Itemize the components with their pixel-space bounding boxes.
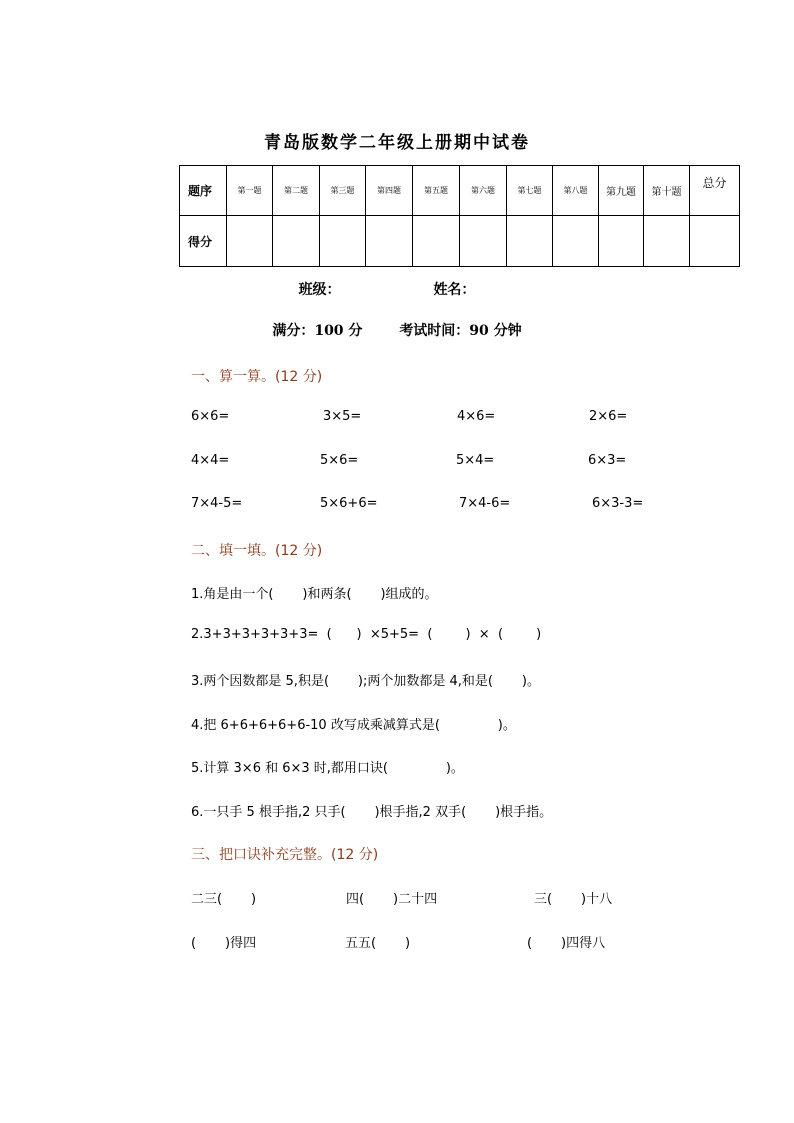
column-header: 第一题 xyxy=(227,166,273,216)
section-1-heading: 一、算一算。(12 分) xyxy=(191,369,323,385)
column-header: 第四题 xyxy=(366,166,413,216)
page-title: 青岛版数学二年级上册期中试卷 xyxy=(264,133,530,153)
class-label: 班级： xyxy=(298,282,341,298)
calc-item: 7×4-6= xyxy=(459,496,511,511)
column-header: 第八题 xyxy=(553,166,599,216)
calc-item: 2×6= xyxy=(589,409,628,424)
exam-time: 考试时间：90 分钟 xyxy=(399,323,522,339)
fill-item: 5.计算 3×6 和 6×3 时,都用口诀( )。 xyxy=(191,761,464,776)
score-cell-total[interactable] xyxy=(690,216,740,267)
fill-item: 3.两个因数都是 5,积是( );两个加数都是 4,和是( )。 xyxy=(191,674,540,689)
score-table xyxy=(179,165,740,267)
full-score: 满分：100 分 xyxy=(272,323,363,339)
score-cell[interactable] xyxy=(507,216,553,267)
name-label: 姓名： xyxy=(433,282,476,298)
score-cell[interactable] xyxy=(273,216,320,267)
calc-item: 6×6= xyxy=(191,409,230,424)
column-header: 第七题 xyxy=(507,166,553,216)
row-label-question-number: 题序 xyxy=(180,166,227,216)
score-cell[interactable] xyxy=(227,216,273,267)
column-header: 第九题 xyxy=(599,166,644,216)
calc-item: 3×5= xyxy=(323,409,362,424)
fill-item: 2.3+3+3+3+3+3= ( ) ×5+5= ( ) × ( ) xyxy=(191,627,542,642)
section-2-heading: 二、填一填。(12 分) xyxy=(191,543,323,559)
calc-item: 5×6+6= xyxy=(320,496,378,511)
calc-item: 5×4= xyxy=(456,453,495,468)
column-header: 第五题 xyxy=(413,166,460,216)
student-info-line xyxy=(0,279,794,299)
rhyme-item: 三( )十八 xyxy=(534,892,613,907)
column-header: 第三题 xyxy=(320,166,366,216)
fill-item: 6.一只手 5 根手指,2 只手( )根手指,2 双手( )根手指。 xyxy=(191,805,553,820)
score-cell[interactable] xyxy=(413,216,460,267)
column-header: 第二题 xyxy=(273,166,320,216)
rhyme-item: ( )四得八 xyxy=(527,936,606,951)
section-3-heading: 三、把口诀补充完整。(12 分) xyxy=(191,847,379,863)
rhyme-item: 四( )二十四 xyxy=(346,892,438,907)
fill-item: 1.角是由一个( )和两条( )组成的。 xyxy=(191,587,438,602)
exam-info-line xyxy=(0,320,794,340)
calc-item: 6×3= xyxy=(588,453,627,468)
calc-item: 6×3-3= xyxy=(592,496,644,511)
rhyme-item: 五五( ) xyxy=(345,936,411,951)
row-label-score: 得分 xyxy=(180,216,227,267)
fill-item: 4.把 6+6+6+6+6-10 改写成乘减算式是( )。 xyxy=(191,718,516,733)
calc-item: 7×4-5= xyxy=(191,496,243,511)
score-cell[interactable] xyxy=(553,216,599,267)
calc-item: 4×4= xyxy=(191,453,230,468)
column-header-total: 总分 xyxy=(690,166,740,216)
rhyme-item: 二三( ) xyxy=(191,892,257,907)
calc-item: 4×6= xyxy=(457,409,496,424)
calc-item: 5×6= xyxy=(320,453,359,468)
column-header: 第十题 xyxy=(644,166,690,216)
score-cell[interactable] xyxy=(599,216,644,267)
score-cell[interactable] xyxy=(320,216,366,267)
score-cell[interactable] xyxy=(644,216,690,267)
rhyme-item: ( )得四 xyxy=(191,936,257,951)
score-cell[interactable] xyxy=(366,216,413,267)
score-cell[interactable] xyxy=(460,216,507,267)
column-header: 第六题 xyxy=(460,166,507,216)
